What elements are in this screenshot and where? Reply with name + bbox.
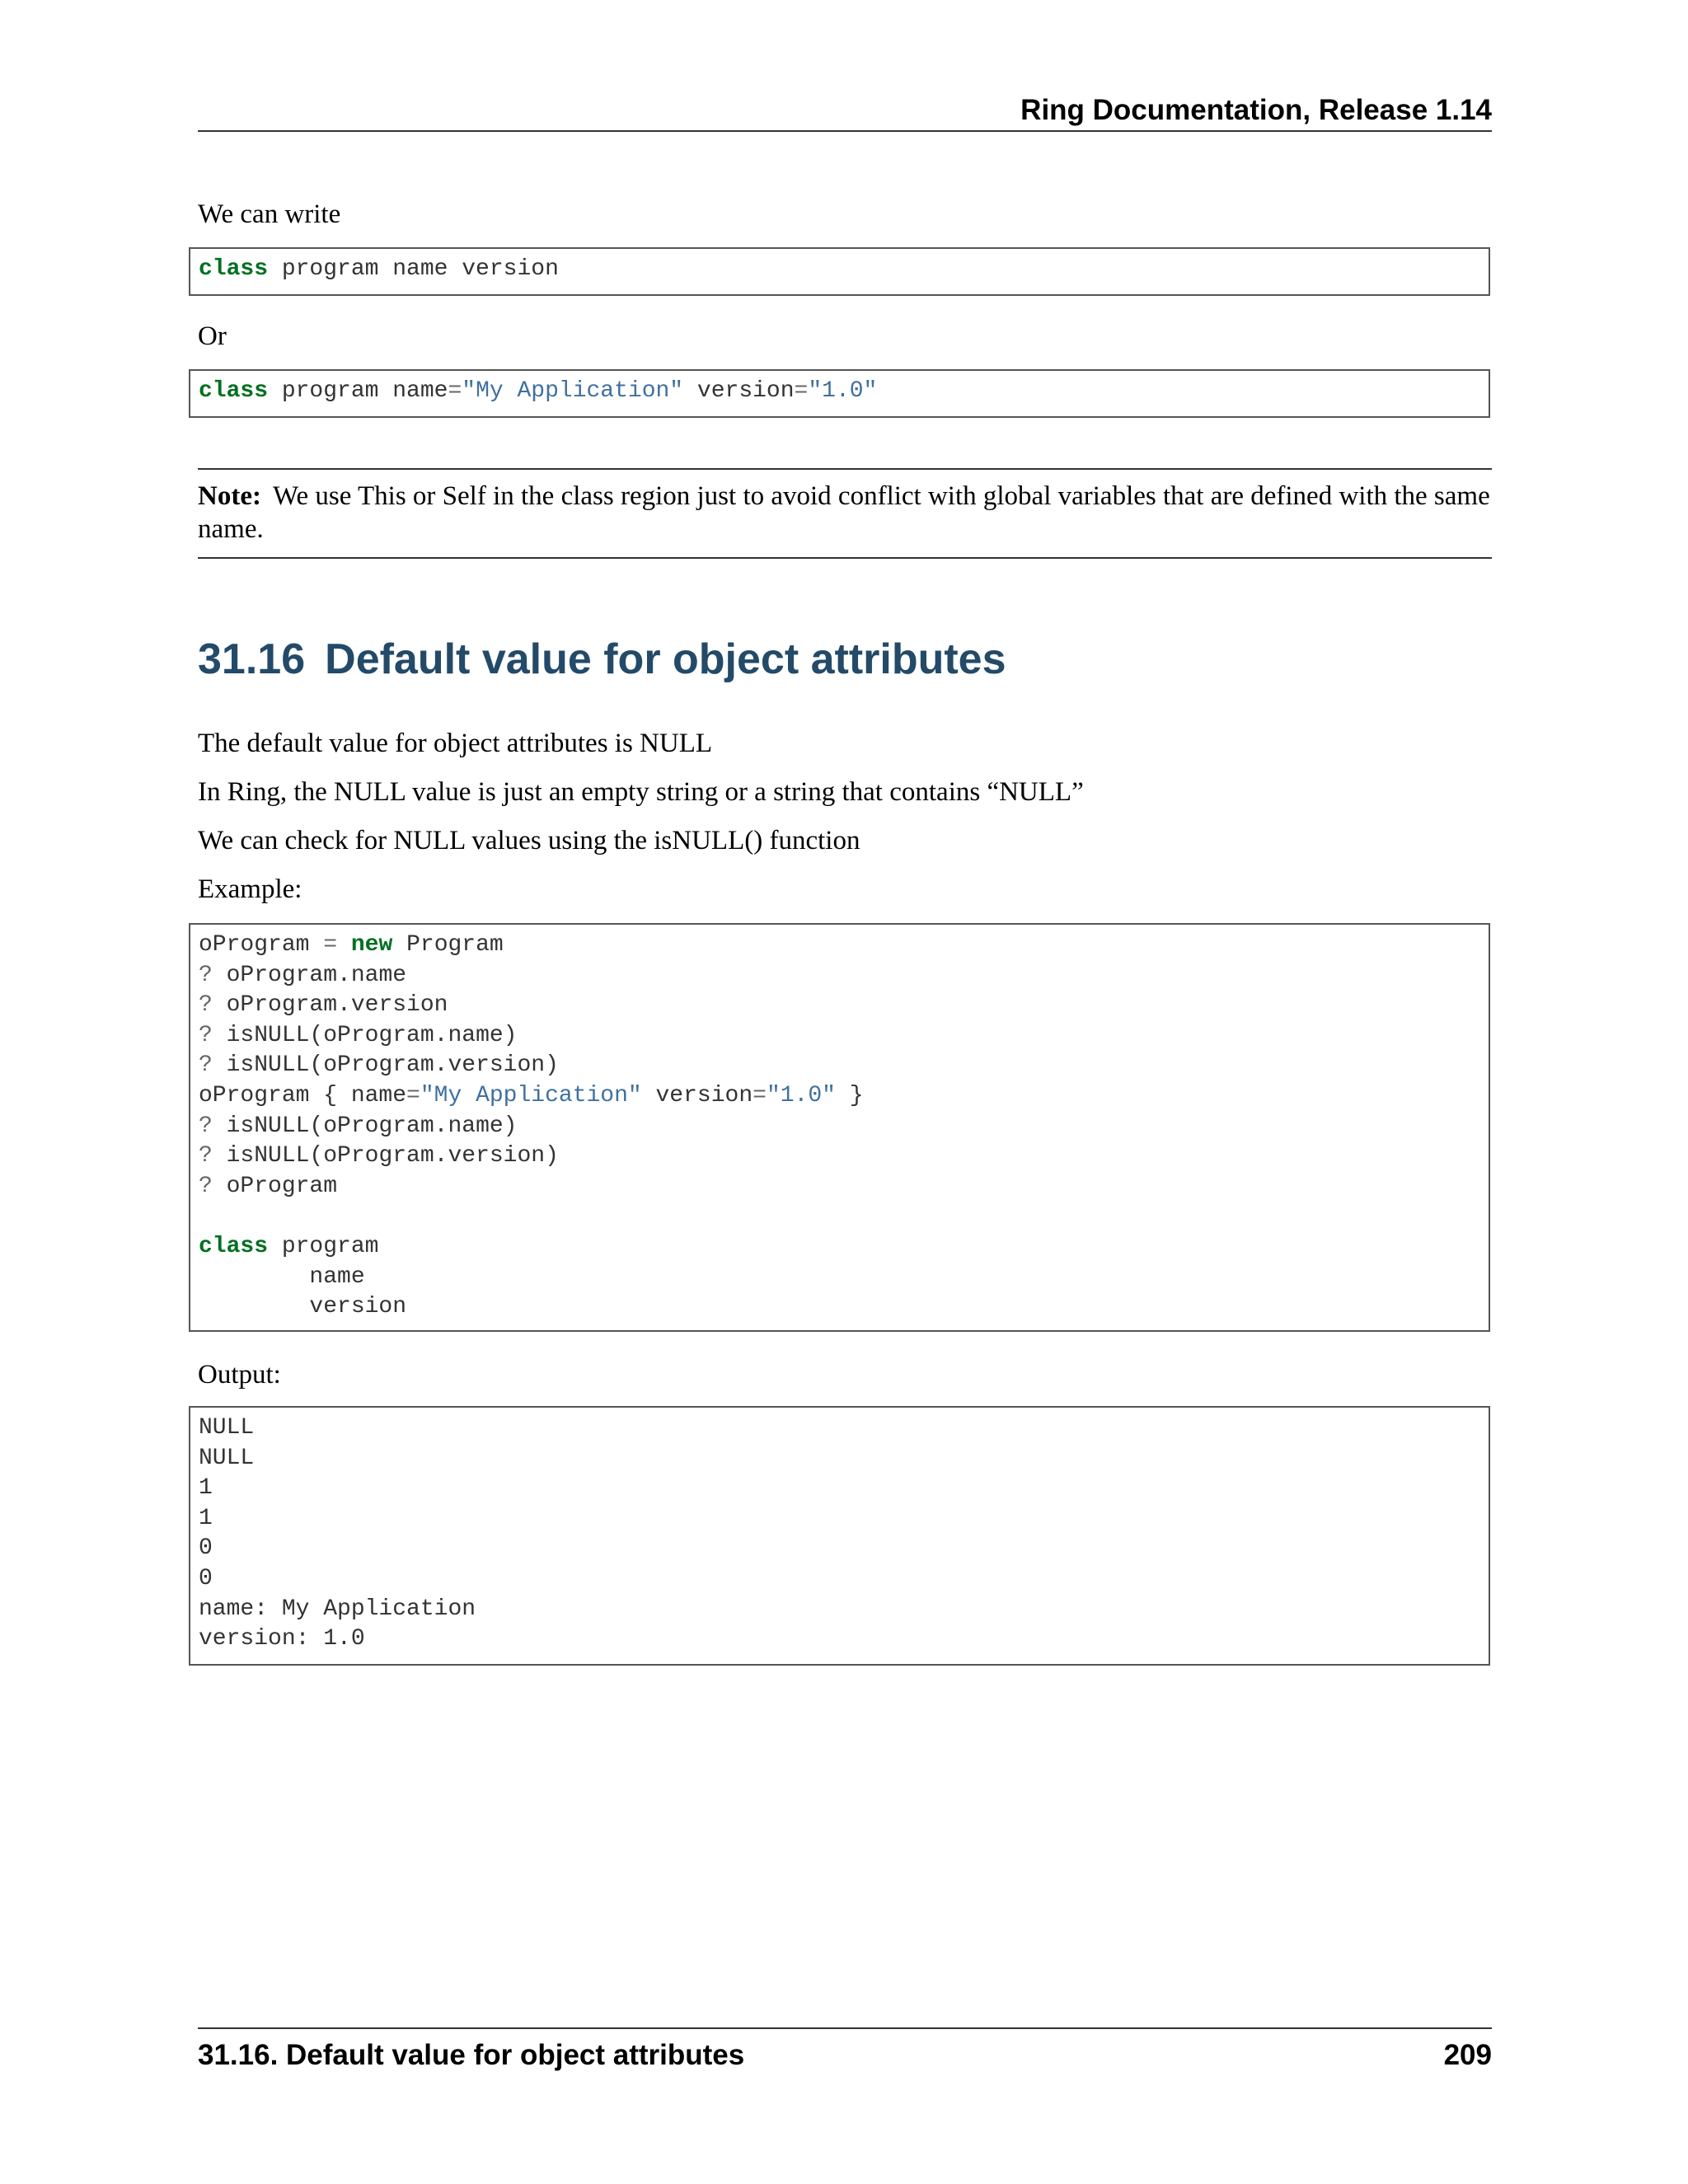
code-line xyxy=(199,1112,1480,1142)
code-operator: = xyxy=(448,378,462,404)
code-line xyxy=(199,377,1480,407)
code-line xyxy=(199,1232,1480,1263)
section-title-text: Default value for object attributes xyxy=(325,635,1006,683)
code-operator: ? xyxy=(199,1143,213,1169)
code-block-example xyxy=(189,923,1490,1332)
output-label: Output: xyxy=(198,1360,281,1390)
code-text: version xyxy=(641,1082,753,1108)
document-page xyxy=(198,0,1492,2184)
output-line: 1 xyxy=(199,1505,213,1531)
code-text: oProgram xyxy=(212,1173,338,1199)
code-keyword: class xyxy=(199,378,269,404)
code-string: "My Application" xyxy=(420,1082,642,1108)
output-line: name: My Application xyxy=(199,1596,476,1622)
output-line: NULL xyxy=(199,1445,255,1471)
code-keyword: class xyxy=(199,256,269,282)
code-line-blank xyxy=(199,1202,1480,1232)
code-block-class-plain xyxy=(189,247,1490,296)
code-string: "1.0" xyxy=(808,378,878,404)
code-block-output xyxy=(189,1406,1490,1666)
code-text: oProgram.version xyxy=(212,992,448,1019)
note-label: Note: xyxy=(198,481,261,511)
code-operator: ? xyxy=(199,1173,213,1199)
running-footer xyxy=(198,2027,1492,2075)
code-operator: = xyxy=(323,932,338,958)
output-line: 0 xyxy=(199,1535,213,1562)
code-operator: ? xyxy=(199,1022,213,1048)
code-text: isNULL(oProgram.name) xyxy=(212,1113,518,1139)
code-line xyxy=(199,1141,1480,1172)
output-line: 0 xyxy=(199,1565,213,1591)
section-heading xyxy=(198,633,1006,686)
code-operator: = xyxy=(406,1082,420,1108)
code-line xyxy=(199,1021,1480,1052)
code-line xyxy=(199,1172,1480,1202)
code-block-class-values xyxy=(189,369,1490,418)
code-string: "My Application" xyxy=(462,378,684,404)
code-text: program name xyxy=(268,378,448,404)
intro-or: Or xyxy=(198,321,227,351)
code-line xyxy=(199,961,1480,991)
example-label: Example: xyxy=(198,874,302,904)
code-keyword: new xyxy=(350,932,393,958)
footer-section-label: 31.16. Default value for object attributes xyxy=(198,2039,745,2071)
code-line xyxy=(199,255,1480,285)
code-line xyxy=(199,991,1480,1021)
code-text: version xyxy=(683,378,795,404)
code-text xyxy=(337,932,351,958)
code-text: program name version xyxy=(268,256,559,282)
code-string: "1.0" xyxy=(766,1082,836,1108)
code-text: Program xyxy=(392,932,504,958)
paragraph-null-value: In Ring, the NULL value is just an empty string or a string that contains “NULL” xyxy=(198,777,1084,807)
section-number: 31.16 xyxy=(198,635,306,683)
code-operator: = xyxy=(753,1082,767,1108)
note-text: We use This or Self in the class region just to avoid conflict with global variables that are defined with the same name. xyxy=(198,481,1490,544)
code-keyword: class xyxy=(199,1233,269,1259)
code-operator: ? xyxy=(199,962,213,988)
code-text: isNULL(oProgram.name) xyxy=(212,1022,518,1048)
page-number: 209 xyxy=(1443,2039,1492,2071)
code-text: } xyxy=(835,1082,864,1108)
output-line: NULL xyxy=(199,1415,255,1441)
code-text: oProgram xyxy=(199,932,324,958)
code-operator: ? xyxy=(199,992,213,1019)
paragraph-isnull-check: We can check for NULL values using the isNULL() function xyxy=(198,826,860,855)
code-text: oProgram.name xyxy=(212,962,407,988)
code-line xyxy=(199,1051,1480,1081)
output-line: 1 xyxy=(199,1475,213,1502)
code-line xyxy=(199,1081,1480,1112)
note-admonition xyxy=(198,468,1492,559)
code-operator: ? xyxy=(199,1052,213,1079)
intro-we-can-write: We can write xyxy=(198,199,341,229)
code-operator: = xyxy=(794,378,809,404)
code-line: name xyxy=(199,1263,365,1290)
code-operator: ? xyxy=(199,1113,213,1139)
code-line xyxy=(199,930,1480,961)
paragraph-default-null: The default value for object attributes is NULL xyxy=(198,729,713,758)
code-text: isNULL(oProgram.version) xyxy=(212,1143,559,1169)
code-text: isNULL(oProgram.version) xyxy=(212,1052,559,1079)
code-text: oProgram { name xyxy=(199,1082,407,1108)
running-header: Ring Documentation, Release 1.14 xyxy=(198,91,1492,132)
code-line: version xyxy=(199,1294,407,1320)
output-line: version: 1.0 xyxy=(199,1626,365,1652)
code-text: program xyxy=(268,1233,379,1259)
